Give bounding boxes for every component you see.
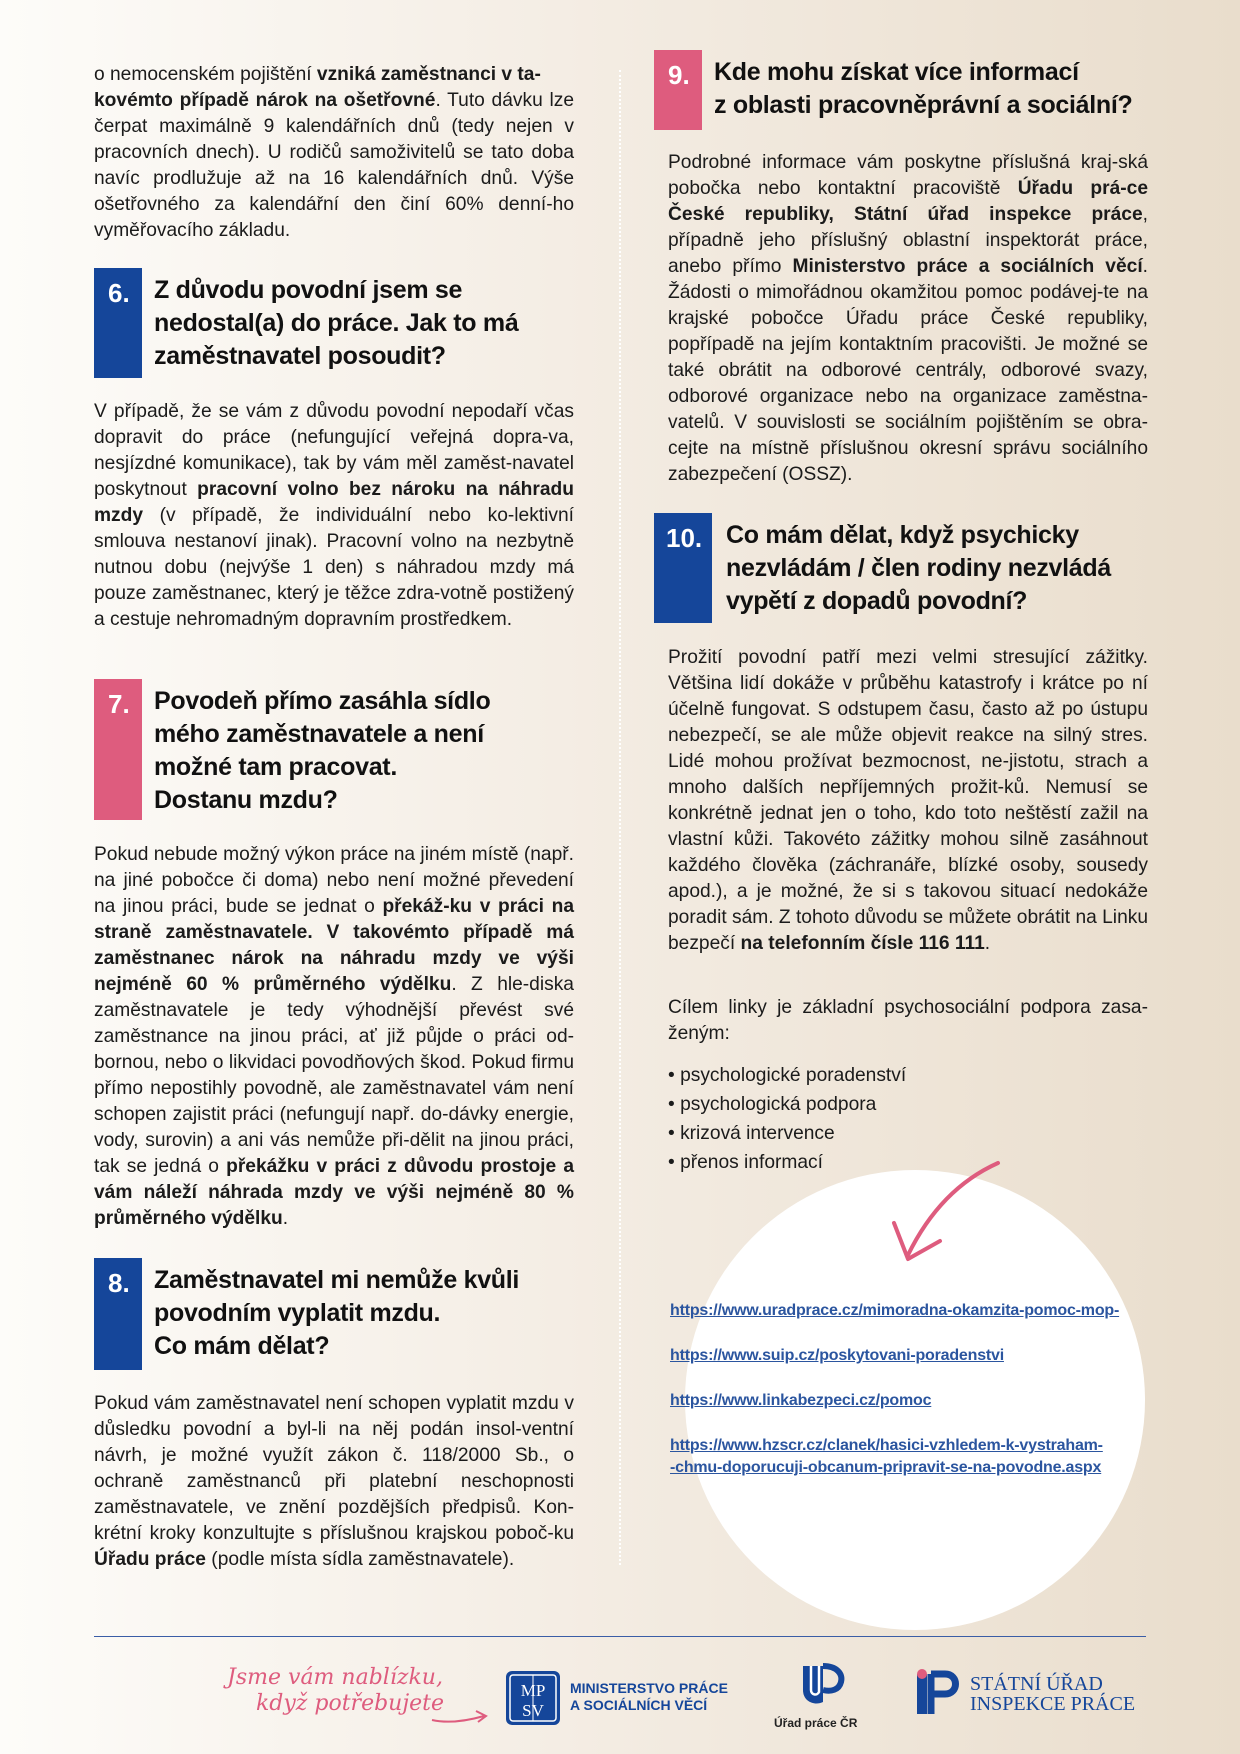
question-8-header xyxy=(94,1258,574,1370)
question-7-title: Povodeň přímo zasáhla sídlo mého zaměstnavatele a není možné tam pracovat. Dostanu mzdu? xyxy=(154,687,491,814)
mpsv-logo xyxy=(505,1670,561,1731)
arrow-down-left-icon xyxy=(880,1155,1010,1275)
question-7-answer: Pokud nebude možný výkon práce na jiném místě (např. na jiné pobočce či doma) nebo není možné převedení na jinou práci, bude se jednat o překáž-ku v práci na straně zaměstnavatele. V takovémto případě má zaměstnanec nárok na náhradu mzdy ve výši nejméně 60 % průměrného výdělku. Z hle-diska zaměstnavatele je tedy výhodnější převést své zaměstnance na jinou práci, ať již půjde o práci od-bornou, nebo o likvidaci povodňových škod. Pokud firmu přímo nepostihly povodně, ale zaměstnavatel vám není schopen zajistit práci (nefungují např. do-dávky energie, vody, surovin) a ani vás nemůže při-dělit na jinou práci, tak se jedná o překážku v práci z důvodu prostoje a vám náleží náhrada mzdy ve výši nejméně 80 % průměrného výdělku. xyxy=(94,844,574,1229)
question-9-number: 9. xyxy=(654,50,702,130)
intro-text: o nemocenském pojištění vzniká zaměstnanci v ta- kovémto případě nárok na ošetřovné. Tuto dávku lze čerpat maximálně 9 kalendářních dnů (tedy nejen v pracovních dnech). U rodičů samoživitelů se tato doba navíc prodlužuje až na 16 kalendářních dnů. Výše ošetřovného za kalendářní den činí 60% denní-ho vyměřovacího základu. xyxy=(94,64,574,241)
question-8-answer: Pokud vám zaměstnavatel není schopen vyplatit mzdu v důsledku povodní a byl-li na něj podán insol-ventní návrh, je možné využít zákon č. 118/2000 Sb., o ochraně zaměstnanců při platební neschopnosti zaměstnavatele, ve znění pozdějších předpisů. Kon-krétní kroky konzultujte s příslušnou krajskou poboč-ku Úřadu práce (podle místa sídla zaměstnavatele). xyxy=(94,1393,574,1570)
slogan-arrow-icon xyxy=(430,1708,490,1728)
question-10-title: Co mám dělat, když psychicky nezvládám / člen rodiny nezvládá vypětí z dopadů povodní? xyxy=(726,521,1111,615)
footer-divider xyxy=(94,1636,1146,1637)
mpsv-name: MINISTERSTVO PRÁCE A SOCIÁLNÍCH VĚCÍ xyxy=(570,1680,728,1713)
links-list xyxy=(670,1300,1190,1502)
column-divider xyxy=(619,70,621,1565)
question-6-number: 6. xyxy=(94,268,142,378)
bullet-item: • psychologické poradenství xyxy=(668,1061,906,1090)
suip-logo xyxy=(915,1668,965,1725)
bullet-item: • psychologická podpora xyxy=(668,1090,906,1119)
helpline-bullets xyxy=(668,1061,906,1177)
mpsv-mark-bottom: SV xyxy=(522,1701,544,1720)
link-hzscr[interactable]: https://www.hzscr.cz/clanek/hasici-vzhledem-k-vystraham- -chmu-doporucuji-obcanum-pripravit-se-na-povodne.aspx xyxy=(670,1437,1103,1476)
footer-slogan: Jsme vám nablízku, když potřebujete xyxy=(227,1665,445,1716)
question-8-number: 8. xyxy=(94,1258,142,1370)
question-9-answer: Podrobné informace vám poskytne příslušná kraj-ská pobočka nebo kontaktní pracoviště Úřadu prá-ce České republiky, Státní úřad inspekce práce, případně jeho příslušný oblastní inspektorát práce, anebo přímo Ministerstvo práce a sociálních věcí. Žádosti o mimořádnou okamžitou pomoc podávej-te na krajské pobočce Úřadu práce České republiky, popřípadě na jejím kontaktním pracovišti. Je možné se také obrátit na odborové centrály, odborové svazy, odborové organizace nebo na organizace zaměstna-vatelů. V souvislosti se sociálním pojištěním se obra-cejte na místně příslušnou okresní správu sociálního zabezpečení (OSSZ). xyxy=(668,152,1148,485)
helpline-goal: Cílem linky je základní psychosociální podpora zasa-ženým: xyxy=(668,997,1148,1044)
question-8-title: Zaměstnavatel mi nemůže kvůli povodním vyplatit mzdu. Co mám dělat? xyxy=(154,1266,520,1360)
question-10-header xyxy=(654,513,1148,623)
urad-prace-label: Úřad práce ČR xyxy=(774,1716,858,1730)
question-9-header xyxy=(654,50,1148,130)
question-7-header xyxy=(94,679,574,820)
urad-prace-logo xyxy=(797,1662,847,1715)
question-6-answer: V případě, že se vám z důvodu povodní nepodaří včas dopravit do práce (nefungující veřejná dopra-va, nesjízdné komunikace), tak by vám měl zaměst-navatel poskytnout pracovní volno bez nároku na náhradu mzdy (v případě, že individuální nebo ko-lektivní smlouva nestanoví jinak). Pracovní volno na nezbytně nutnou dobu (nejvýše 1 den) s náhradou mzdy má pouze zaměstnanec, který je těžce zdra-votně postižený a cestuje nehromadným dopravním prostředkem. xyxy=(94,401,574,630)
question-10-answer: Prožití povodní patří mezi velmi stresující zážitky. Většina lidí dokáže v průběhu katastrofy i krátce po ní účelně fungovat. S odstupem času, často až po ústupu nebezpečí, se ale může objevit reakce na silný stres. Lidé mohou prožívat bezmocnost, ne-jistotu, strach a mnoho dalších nepříjemných prožit-ků. Nemusí se konkrétně jednat jen o toho, kdo toto neštěstí zažil na vlastní kůži. Takovéto zážitky mohou silně zasáhnout každého člověka (záchranáře, blízké osoby, sousedy apod.), a je možné, že si s takovou situací nedokáže poradit sám. Z tohoto důvodu se můžete obrátit na Linku bezpečí na telefonním čísle 116 111. xyxy=(668,647,1148,954)
link-uradprace[interactable]: https://www.uradprace.cz/mimoradna-okamzita-pomoc-mop- xyxy=(670,1302,1120,1319)
question-6-header xyxy=(94,268,574,378)
question-6-title: Z důvodu povodní jsem se nedostal(a) do práce. Jak to má zaměstnavatel posoudit? xyxy=(154,276,519,370)
suip-name: STÁTNÍ ÚŘAD INSPEKCE PRÁCE xyxy=(970,1673,1136,1715)
bullet-item: • krizová intervence xyxy=(668,1119,906,1148)
bullet-item: • přenos informací xyxy=(668,1148,906,1177)
link-suip[interactable]: https://www.suip.cz/poskytovani-poradenstvi xyxy=(670,1347,1004,1364)
question-9-title: Kde mohu získat více informací z oblasti pracovněprávní a sociální? xyxy=(714,58,1133,119)
link-linkabezpeci[interactable]: https://www.linkabezpeci.cz/pomoc xyxy=(670,1392,932,1409)
mpsv-mark-top: MP xyxy=(520,1681,546,1700)
question-10-number: 10. xyxy=(654,513,712,623)
question-7-number: 7. xyxy=(94,679,142,820)
